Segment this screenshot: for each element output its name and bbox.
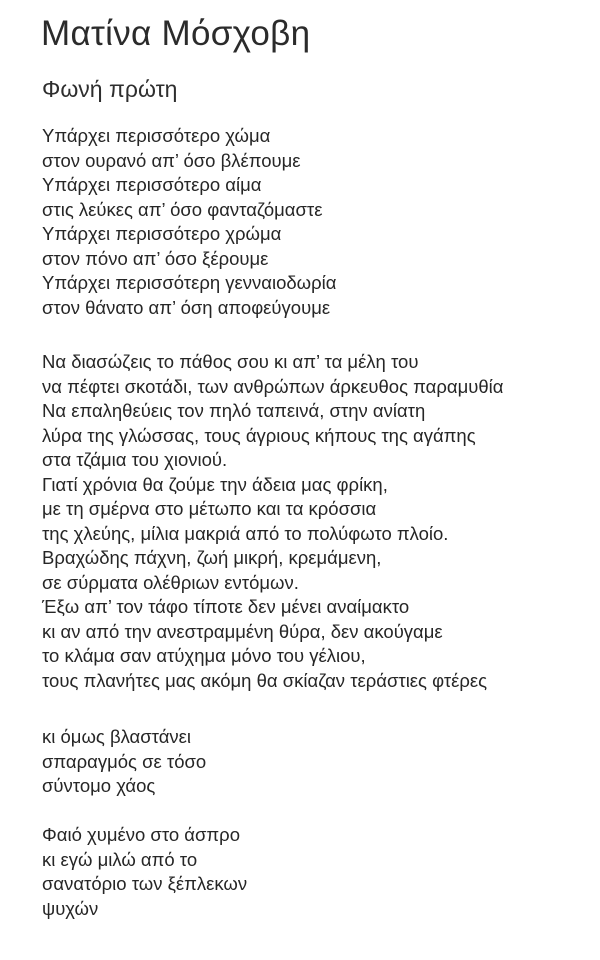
poem-line: κι εγώ μιλώ από το xyxy=(42,848,198,870)
poem-line: Έξω απ’ τον τάφο τίποτε δεν μένει αναίμακτο xyxy=(42,596,410,617)
poem-line: Βραχώδης πάχνη, ζωή μικρή, κρεμάμενη, xyxy=(42,547,382,568)
stanza-4 xyxy=(42,823,247,921)
poem-line: στον ουρανό απ’ όσο βλέπουμε xyxy=(42,149,301,171)
stanza-1 xyxy=(42,124,336,320)
poem-line: στα τζάμια του χιονιού. xyxy=(42,449,228,470)
poem-line: Να επαληθεύεις τον πηλό ταπεινά, στην ανίατη xyxy=(42,400,426,421)
poem-line: τους πλανήτες μας ακόμη θα σκίαζαν τεράστιες φτέρες xyxy=(42,669,488,691)
poem-line: στον πόνο απ’ όσο ξέρουμε xyxy=(42,247,269,269)
poem-line: της χλεύης, μίλια μακριά από το πολύφωτο πλοίο. xyxy=(42,522,449,544)
poem-line: σε σύρματα ολέθριων εντόμων. xyxy=(42,571,299,593)
poem-line: Γιατί χρόνια θα ζούμε την άδεια μας φρίκη, xyxy=(42,473,388,495)
poem-line: Υπάρχει περισσότερο χώμα xyxy=(42,125,271,146)
poem-line: Φαιό χυμένο στο άσπρο xyxy=(42,824,240,845)
poem-line: κι όμως βλαστάνει xyxy=(42,726,192,747)
poem-line: στον θάνατο απ’ όση αποφεύγουμε xyxy=(42,296,331,318)
poem-line: να πέφτει σκοτάδι, των ανθρώπων άρκευθος παραμυθία xyxy=(42,375,504,397)
stanza-3 xyxy=(42,725,206,799)
poem-line: σπαραγμός σε τόσο xyxy=(42,750,207,772)
poem-line: Υπάρχει περισσότερη γενναιοδωρία xyxy=(42,272,337,293)
poem-line: ψυχών xyxy=(42,897,99,919)
poem-line: με τη σμέρνα στο μέτωπο και τα κρόσσια xyxy=(42,498,377,519)
poem-line: Να διασώζεις το πάθος σου κι απ’ τα μέλη του xyxy=(42,351,419,372)
poem-line: κι αν από την ανεστραμμένη θύρα, δεν ακούγαμε xyxy=(42,620,443,642)
poem-title: Φωνή πρώτη xyxy=(42,76,178,102)
poem-line: Υπάρχει περισσότερο αίμα xyxy=(42,174,262,195)
poem-line: το κλάμα σαν ατύχημα μόνο του γέλιου, xyxy=(42,645,366,666)
poem-line: Υπάρχει περισσότερο χρώμα xyxy=(42,223,282,244)
poem-line: στις λεύκες απ’ όσο φανταζόμαστε xyxy=(42,198,323,220)
poem-line: σανατόριο των ξέπλεκων xyxy=(42,873,248,894)
poet-name: Ματίνα Μόσχοβη xyxy=(41,14,311,53)
poem-line: λύρα της γλώσσας, τους άγριους κήπους της αγάπης xyxy=(42,424,476,446)
poem-line: σύντομο χάος xyxy=(42,775,156,796)
stanza-2 xyxy=(42,350,503,693)
